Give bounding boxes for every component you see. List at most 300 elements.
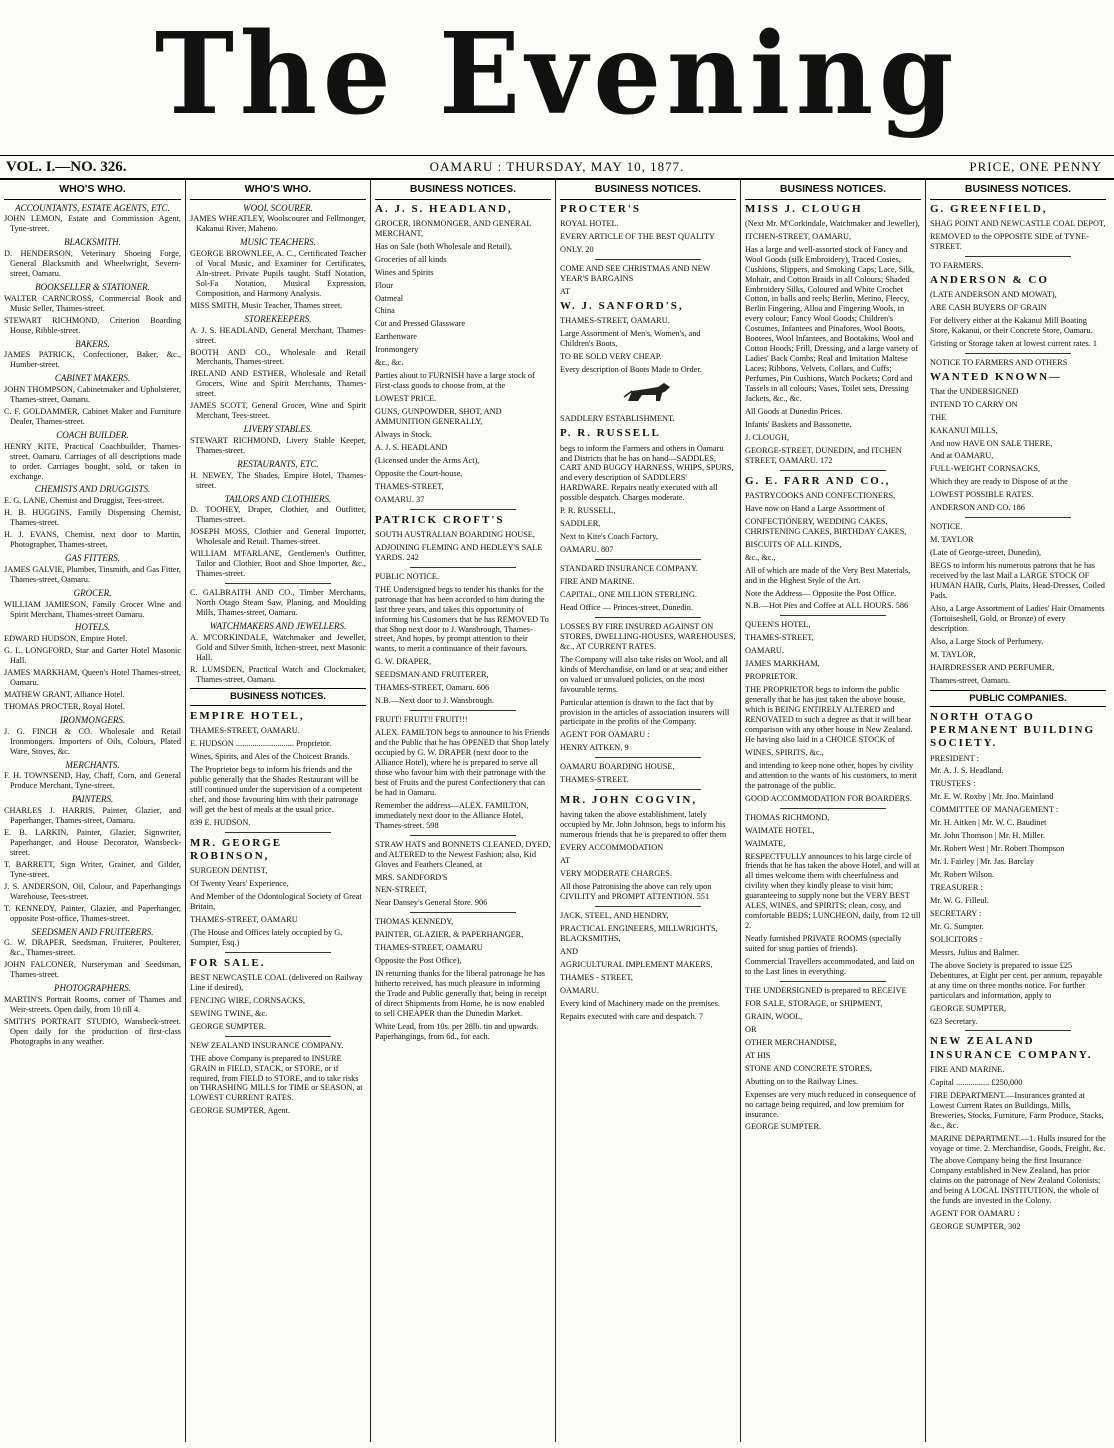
advert-text: Remember the address—ALEX. FAMILTON, immediately next door to the Alliance Hotel, Thames-street. 598 — [375, 800, 529, 830]
directory-entry: D. HENDERSON, Veterinary Shoeing Forge, General Blacksmith and Wheelwright, Severn-street, Oamaru. — [4, 249, 181, 278]
advert-line: SHAG POINT AND NEWCASTLE COAL DEPOT, — [930, 218, 1106, 228]
directory-category: GAS FITTERS. — [65, 553, 120, 564]
column-heading: BUSINESS NOTICES. — [745, 180, 921, 200]
advert-title: FOR SALE. — [190, 956, 266, 969]
column-heading: WHO'S WHO. — [4, 180, 181, 200]
advert-line: BISCUITS OF ALL KINDS, — [745, 539, 842, 549]
advert-title: MR. GEORGE ROBINSON, — [190, 836, 283, 862]
advert-line: THAMES-STREET, — [745, 633, 814, 643]
advert-title: W. J. SANFORD'S, — [560, 299, 684, 312]
advert-line: EVERY ARTICLE OF THE BEST QUALITY — [560, 231, 715, 241]
directory-category: CHEMISTS AND DRUGGISTS. — [34, 484, 151, 495]
advert-line: Next to Kite's Coach Factory, — [560, 532, 658, 542]
advert-text: 839 E. HUDSON. — [190, 817, 251, 827]
advert-line: GEORGE SUMPTER, — [930, 1003, 1007, 1013]
column-2 — [185, 180, 370, 1442]
advert-line: OAMARU. — [745, 646, 784, 656]
advert-title: WANTED KNOWN— — [930, 370, 1063, 383]
advert-line: M. TAYLOR — [930, 535, 974, 545]
advert-line: NOTICE. — [930, 522, 963, 532]
advert-line: Messrs. Julius and Balmer. — [930, 947, 1020, 957]
advert-line: That the UNDERSIGNED — [930, 386, 1019, 396]
advert-line: AT — [560, 286, 571, 296]
advert-line: Mr. H. Aitken | Mr. W. C. Baudinet — [930, 818, 1047, 828]
advert-title: NORTH OTAGO PERMANENT BUILDING SOCIETY. — [930, 710, 1096, 750]
advert-line: Mr. I. Fairley | Mr. Jas. Barclay — [930, 857, 1034, 867]
advert-line: Wines and Spirits — [375, 267, 434, 277]
advert-line: THAMES-STREET, OAMARU. — [560, 315, 670, 325]
advert-line: COME AND SEE CHRISTMAS AND NEW YEAR'S BARGAINS — [560, 263, 711, 283]
columns — [0, 180, 1114, 1442]
directory-entry: J. S. ANDERSON, Oil, Colour, and Paperhangings Warehouse, Tees-street. — [4, 881, 181, 901]
directory-entry: THOMAS PROCTER, Royal Hotel. — [4, 701, 126, 711]
column-heading: BUSINESS NOTICES. — [930, 180, 1106, 200]
advert-text: N.B.—Hot Pies and Coffee at ALL HOURS. 586 — [745, 601, 909, 611]
directory-category: TAILORS AND CLOTHIERS. — [224, 493, 332, 504]
directory-category: COACH BUILDER. — [56, 429, 129, 440]
advert-line: Large Assortment of Men's, Women's, and Children's Boots, — [560, 328, 701, 348]
advert-line: GUNS, GUNPOWDER, SHOT, AND AMMUNITION GENERALLY, — [375, 407, 502, 427]
advert-line: OAMARU. 807 — [560, 545, 614, 555]
advert-line: COMMITTEE OF MANAGEMENT : — [930, 805, 1059, 815]
advert-line: Ironmongery — [375, 345, 419, 355]
directory-entry: MATHEW GRANT, Alliance Hotel. — [4, 690, 125, 700]
advert-line: OTHER MERCHANDISE, — [745, 1037, 837, 1047]
advert-line: WAIMATE HOTEL, — [745, 825, 815, 835]
advert-line: Mr. E. W. Roxby | Mr. Jno. Mainland — [930, 792, 1054, 802]
divider — [595, 789, 701, 790]
directory-entry: G. W. DRAPER, Seedsman, Fruiterer, Poulterer, &c., Thames-street. — [4, 938, 181, 958]
advert-text: Commercial Travellers accommodated, and laid on to the Last lines in everything. — [745, 957, 915, 977]
advert-line: THOMAS KENNEDY, — [375, 917, 454, 927]
advert-line: J. CLOUGH, — [745, 432, 790, 442]
directory-entry: G. L. LONGFORD, Star and Garter Hotel Masonic Hall. — [4, 646, 181, 666]
advert-line: THE — [930, 412, 947, 422]
advert-line: WINES, SPIRITS, &c., — [745, 747, 824, 757]
advert-line: HENRY AITKEN, 9 — [560, 743, 629, 753]
directory-category: LIVERY STABLES. — [243, 424, 313, 435]
divider — [595, 259, 701, 260]
directory-category: MERCHANTS. — [65, 759, 120, 770]
advert-line: MRS. SANDFORD'S — [375, 872, 448, 882]
advert-text: ALEX. FAMILTON begs to announce to his Friends and the Public that he has OPENED that Shop lately occupied by G. W. DRAPER (next door to the Alliance Hotel), where he is prepared to serve all those who favour him with their patronage with the best of Fruits and the purest Confectionery that can be had in Oamaru. — [375, 728, 550, 797]
directory-entry: F. H. TOWNSEND, Hay, Chaff, Corn, and General Produce Merchant, Tyne-street. — [4, 771, 181, 791]
directory-category: RESTAURANTS, ETC. — [237, 458, 319, 469]
advert-line: GEORGE SUMPTER, 302 — [930, 1222, 1021, 1232]
horse-engraving-icon — [560, 379, 736, 409]
advert-line: CONFECTIONERY, WEDDING CAKES, CHRISTENING CAKES, BIRTHDAY CAKES, — [745, 516, 907, 536]
divider — [965, 517, 1071, 518]
advert-line: GEORGE SUMPTER. — [190, 1021, 267, 1031]
directory-entry: MARTIN'S Portrait Rooms, corner of Thames and Weir-streets. Open daily, from 10 till 4. — [4, 994, 181, 1014]
advert-line: Also, a Large Stock of Perfumery. — [930, 636, 1044, 646]
directory-entry: C. GALBRAITH AND CO., Timber Merchants, North Otago Steam Saw, Planing, and Moulding Mills, Thames-street, Oamaru. — [190, 588, 366, 617]
directory-entry: STEWART RICHMOND, Criterion Boarding House, Ribble-street. — [4, 315, 181, 335]
advert-title: PATRICK CROFT'S — [375, 513, 505, 526]
advert-line: Mr. Robert Wilson. — [930, 870, 995, 880]
directory-category: BLACKSMITH. — [64, 237, 121, 248]
advert-text: The Proprietor begs to inform his friends and the public generally that the Shades Restaurant will be still continued under the supervision of a competent chef, and those favouring him with their patronage will get the best of meals at the usual price. — [190, 764, 363, 814]
advert-line: Of Twenty Years' Experience, — [190, 878, 289, 888]
directory-entry: MISS SMITH, Music Teacher, Thames street. — [190, 300, 343, 310]
directory-entry: WILLIAM JAMIESON, Family Grocer Wine and Spirit Merchant, Thames-street Oamaru. — [4, 599, 181, 619]
directory-entry: R. LUMSDEN, Practical Watch and Clockmaker, Thames-street, Oamaru. — [190, 664, 366, 684]
advert-line: THAMES-STREET, — [375, 481, 444, 491]
advert-line: Mr. G. Sumpter. — [930, 921, 984, 931]
directory-entry: JOHN LEMON, Estate and Commission Agent, Tyne-street. — [4, 214, 181, 234]
advert-line: SEEDSMAN AND FRUITERER, — [375, 670, 489, 680]
advert-line: SURGEON DENTIST, — [190, 866, 268, 876]
divider — [965, 1030, 1071, 1031]
column-1 — [0, 180, 185, 1442]
advert-line: PROPRIETOR. — [745, 672, 798, 682]
advert-line: OAMARU. — [560, 985, 599, 995]
advert-line: SADDLER, — [560, 519, 601, 529]
advert-line: Mr. W. G. Filleul. — [930, 896, 989, 905]
advert-title: A. J. S. HEADLAND, — [375, 202, 513, 215]
advert-line: AGENT FOR OAMARU : — [560, 730, 650, 740]
directory-category: BOOKSELLER & STATIONER. — [35, 281, 150, 292]
directory-category: BAKERS. — [75, 338, 110, 349]
advert-text: THE PROPRIETOR begs to inform the public generally that he has just taken the above house, which is BEING ENTIRELY ALTERED and RENOVATED to such a degree as that it will bear comparison with any other house in New Zealand. He having also laid in a CHOICE STOCK of — [745, 685, 913, 744]
advert-line: HAIRDRESSER AND PERFUMER, — [930, 662, 1055, 672]
advert-title: G. E. FARR AND CO., — [745, 474, 891, 487]
advert-text: Expenses are very much reduced in consequence of no cartage being required, and low premium for insurance. — [745, 1089, 917, 1119]
column-heading: BUSINESS NOTICES. — [375, 180, 551, 200]
advert-line: GEORGE SUMPTER. — [745, 1122, 822, 1132]
advert-line: P. R. RUSSELL, — [560, 506, 616, 516]
advert-line: (The House and Offices lately occupied by G. Sumpter, Esq.) — [190, 927, 343, 947]
advert-text: THE Undersigned begs to tender his thanks for the patronage that has been accorded to him during the last three years, and takes this opportunity of informing his Customers that he has REMOVED To that Shop next door to J. Wansbrough, Thames-street, And hopes, by prompt attention to their wants, to merit a continuance of their favours. — [375, 584, 549, 654]
advert-line: FRUIT! FRUIT!! FRUIT!!! — [375, 715, 468, 725]
advert-line: (LATE ANDERSON AND MOWAT), — [930, 289, 1057, 299]
divider — [410, 509, 516, 510]
advert-line: ANDERSON AND CO. 186 — [930, 503, 1025, 513]
advert-line: Every description of Boots Made to Order. — [560, 364, 702, 374]
directory-category: HOTELS. — [74, 622, 111, 633]
advert-line: Wines, Spirits, and Ales of the Choicest Brands. — [190, 751, 350, 761]
advert-line: BEST NEWCASTLE COAL (delivered on Railway Line if desired), — [190, 972, 363, 992]
divider — [780, 470, 886, 471]
directory-category: STOREKEEPERS. — [244, 313, 312, 324]
advert-line: EVERY ACCOMMODATION — [560, 843, 664, 853]
advert-line: GROCER, IRONMONGER, AND GENERAL MERCHANT, — [375, 218, 532, 238]
advert-line: SECRETARY : — [930, 908, 982, 918]
advert-text: E. HUDSON ............................ Proprietor. — [190, 739, 332, 749]
advert-text: Note the Address— Opposite the Post Office. — [745, 588, 897, 598]
directory-category: GROCER. — [73, 587, 112, 598]
divider — [410, 710, 516, 711]
advert-line: (Next Mr. M'Corkindale, Watchmaker and Jeweller), — [745, 218, 920, 228]
advert-line: VERY MODERATE CHARGES. — [560, 869, 672, 879]
advert-line: THAMES-STREET, Oamaru. 606 — [375, 683, 490, 693]
advert-line: Head Office — Princes-street, Dunedin. — [560, 602, 694, 612]
directory-entry: JAMES PATRICK, Confectioner, Baker, &c., Humber-street. — [4, 350, 181, 370]
masthead-title: The Evening — [154, 9, 960, 140]
divider — [225, 583, 331, 584]
advert-text: FIRE DEPARTMENT.—Insurances granted at Lowest Current Rates on Buildings, Mills, Breweries, Stocks, Furniture, Farm Produce, Stacks, &c., &c. — [930, 1090, 1104, 1130]
advert-line: Flour — [375, 280, 393, 290]
column-3 — [370, 180, 555, 1442]
advert-line: (Late of George-street, Dunedin), — [930, 548, 1042, 558]
masthead — [0, 0, 1114, 155]
advert-line: And now HAVE ON SALE THERE, — [930, 438, 1053, 448]
advert-line: GEORGE SUMPTER, Agent. — [190, 1106, 291, 1116]
advert-title: MISS J. CLOUGH — [745, 202, 863, 215]
directory-entry: JOHN THOMPSON, Cabinetmaker and Upholsterer, Thames-street, Oamaru. — [4, 385, 181, 405]
advert-line: PUBLIC NOTICE. — [375, 571, 440, 581]
advert-line: (Licensed under the Arms Act), — [375, 455, 480, 465]
advert-text: Parties about to FURNISH have a large stock of First-class goods to choose from, at the — [375, 371, 535, 391]
advert-text: All those Patronising the above can rely upon CIVILITY and PROMPT ATTENTION. 551 — [560, 882, 712, 902]
advert-line: Mr. A. J. S. Headland. — [930, 766, 1004, 776]
divider — [965, 256, 1071, 257]
advert-line: Mr. John Thomson | Mr. H. Miller. — [930, 831, 1045, 841]
advert-line: &c., &c. — [375, 358, 404, 368]
advert-line: PRACTICAL ENGINEERS, MILLWRIGHTS, BLACKSMITHS, — [560, 924, 718, 943]
advert-text: 623 Secretary. — [930, 1016, 978, 1026]
divider — [780, 615, 886, 616]
advert-line: JAMES MARKHAM, — [745, 659, 820, 669]
divider — [225, 1036, 331, 1037]
advert-line: NEW ZEALAND INSURANCE COMPANY. — [190, 1040, 344, 1050]
advert-line: OAMARU BOARDING HOUSE, — [560, 762, 675, 772]
directory-category: CABINET MAKERS. — [54, 373, 131, 384]
advert-line: Infants' Baskets and Bassonette. — [745, 419, 852, 429]
advert-text: All of which are made of the Very Best Materials, and in the Highest Style of the Art. — [745, 565, 911, 585]
advert-line: AND — [560, 946, 578, 956]
advert-text: White Lead, from 10s. per 28lb. tin and upwards. Paperhangings, from 6d., for each. — [375, 1021, 539, 1041]
advert-line: LOWEST POSSIBLE RATES. — [930, 490, 1034, 500]
divider — [410, 835, 516, 836]
advert-line: Opposite the Court-house, — [375, 468, 463, 478]
advert-text: MARINE DEPARTMENT.—1. Hulls insured for the voyage or time. 2. Merchandise, Goods, Freight, &c. — [930, 1133, 1106, 1153]
advert-line: FIRE AND MARINE. — [930, 1064, 1005, 1074]
directory-entry: JOHN FALCONER, Nurseryman and Seedsman, Thames-street. — [4, 960, 181, 980]
directory-category: MUSIC TEACHERS. — [240, 237, 316, 248]
advert-line: REMOVED to the OPPOSITE SIDE of TYNE-STREET. — [930, 231, 1089, 251]
advert-text: N.B.—Next door to J. Wansbrough. — [375, 696, 495, 706]
advert-text: IN returning thanks for the liberal patronage he has hitherto received, has much pleasure in informing the Trade and Public generally that, being in receipt of direct Shipments from Home, he is now enabled to sell CHEAPER than the Dunedin Market. — [375, 969, 547, 1019]
issue-price: PRICE, ONE PENNY — [969, 159, 1102, 174]
advert-line: THAMES-STREET, OAMARU — [375, 943, 483, 953]
dateline — [0, 155, 1114, 180]
advert-line: Oatmeal — [375, 293, 404, 303]
advert-line: AGENT FOR OAMARU : — [930, 1209, 1020, 1219]
advert-text: and intending to keep none other, hopes by civility and attention to the wants of his customers, to merit the patronage of the public. — [745, 760, 917, 790]
advert-title: G. GREENFIELD, — [930, 202, 1048, 215]
advert-line: INTEND TO CARRY ON — [930, 399, 1018, 409]
section-heading: BUSINESS NOTICES. — [190, 688, 366, 705]
advert-title: NEW ZEALAND INSURANCE COMPANY. — [930, 1035, 1093, 1061]
issue-date: OAMARU : THURSDAY, MAY 10, 1877. — [429, 159, 685, 174]
advert-text: begs to inform the Farmers and others in Oamaru and Districts that he has on hand—SADDLES, CART AND BUGGY HARNESS, WHIPS, SPURS, and every description of SADDLERS' HARDWARE. Repairs neatly executed with all possible despatch. Charges moderate. — [560, 443, 734, 503]
advert-line: PAINTER, GLAZIER, & PAPERHANGER, — [375, 930, 524, 940]
advert-line: And Member of the Odontological Society of Great Britain, — [190, 891, 362, 911]
column-heading: BUSINESS NOTICES. — [560, 180, 736, 200]
advert-line: WAIMATE, — [745, 838, 786, 848]
advert-line: JACK, STEEL, AND HENDRY, — [560, 911, 669, 921]
advert-line: All Goods at Dunedin Prices. — [745, 406, 843, 416]
advert-line: NOTICE TO FARMERS AND OTHERS — [930, 357, 1068, 367]
directory-entry: JAMES WHEATLEY, Woolscourer and Fellmonger, Kakanui River, Maheno. — [190, 214, 366, 234]
advert-line: ONLY. 20 — [560, 244, 594, 254]
advert-line: PRESIDENT : — [930, 753, 979, 763]
advert-line: THAMES - STREET, — [560, 972, 633, 982]
divider — [965, 353, 1071, 354]
advert-line: AGRICULTURAL IMPLEMENT MAKERS, — [560, 959, 713, 969]
directory-entry: WALTER CARNCROSS, Commercial Book and Music Seller, Thames-street. — [4, 293, 181, 313]
column-heading: WHO'S WHO. — [190, 180, 366, 200]
advert-line: Capital ................ £250,000 — [930, 1077, 1023, 1087]
directory-entry: SMITH'S PORTRAIT STUDIO, Wansbeck-street. Open daily for the production of first-class Photographs in any weather. — [4, 1016, 181, 1046]
directory-entry: JOSEPH MOSS, Clothier and General Importer, Wholesale and Retail. Thames-street. — [190, 527, 366, 547]
advert-line: GEORGE-STREET, DUNEDIN, and ITCHEN STREET, OAMARU. 172 — [745, 445, 902, 465]
advert-text: Every kind of Machinery made on the premises. — [560, 998, 720, 1008]
volume-number: VOL. I.—NO. 326. — [6, 159, 127, 175]
section-heading: PUBLIC COMPANIES. — [930, 690, 1106, 707]
directory-entry: C. F. GOLDAMMER, Cabinet Maker and Furniture Dealer, Thames-street. — [4, 406, 181, 426]
advert-line: M. TAYLOR, — [930, 649, 976, 659]
advert-text: Repairs executed with care and despatch. 7 — [560, 1011, 704, 1021]
directory-category: SEEDSMEN AND FRUITERERS. — [31, 926, 154, 937]
advert-title: PROCTER'S — [560, 202, 641, 215]
advert-line: PASTRYCOOKS AND CONFECTIONERS, — [745, 490, 896, 500]
advert-line: TREASURER : — [930, 883, 983, 893]
directory-category: PHOTOGRAPHERS. — [53, 983, 132, 994]
divider — [780, 981, 886, 982]
advert-line: Always in Stock. — [375, 429, 432, 439]
advert-line: TRUSTEES : — [930, 779, 976, 789]
divider — [225, 832, 331, 833]
directory-entry: E. B. LARKIN, Painter, Glazier, Signwriter, Paperhanger, and House Decorator, Wansbeck-street. — [4, 827, 181, 857]
advert-line: CAPITAL, ONE MILLION STERLING. — [560, 589, 697, 599]
directory-entry: J. G. FINCH & CO. Wholesale and Retail Ironmongers. Importers of Oils, Colours, Plated Ware, Stoves, &c. — [4, 726, 181, 756]
directory-entry: JAMES SCOTT, General Grocer, Wine and Spirit Merchant, Tees-street. — [190, 401, 366, 421]
advert-line: GRAIN, WOOL, — [745, 1011, 803, 1021]
advert-text: Gristing or Storage taken at lowest current rates. 1 — [930, 338, 1098, 348]
divider — [595, 757, 701, 758]
advert-line: Groceries of all kinds — [375, 254, 447, 264]
advert-line: GOOD ACCOMMODATION FOR BOARDERS. — [745, 793, 912, 803]
advert-line: For delivery either at the Kakanui Mill Boating Store, Kakanui, or their Concrete Store, Oamaru. — [930, 315, 1093, 335]
advert-text: BEGS to inform his numerous patrons that he has received by the last Mail a LARGE STOCK OF HUMAN HAIR, Curls, Plaits, Head-Dresses, Coiled Pads. — [930, 561, 1105, 600]
directory-category: IRONMONGERS. — [59, 714, 126, 725]
advert-title: MR. JOHN COGVIN, — [560, 794, 698, 807]
directory-entry: JAMES MARKHAM, Queen's Hotel Thames-street, Oamaru. — [4, 668, 181, 688]
advert-line: ADJOINING FLEMING AND HEDLEY'S SALE YARDS. 242 — [375, 542, 543, 562]
advert-line: NEN-STREET, — [375, 885, 427, 895]
advert-line: FIRE AND MARINE. — [560, 577, 635, 587]
advert-text: The above Society is prepared to issue £25 Debentures, at Eight per cent. per annum, repayable at any time on three months notice. For further particulars and information, apply to — [930, 960, 1103, 1000]
directory-entry: CHARLES J. HARRIS, Painter, Glazier, and Paperhanger, Thames-street, Oamaru. — [4, 806, 181, 826]
directory-entry: IRELAND AND ESTHER, Wholesale and Retail Grocers, Wine and Spirit Merchants, Thames-street. — [190, 369, 366, 399]
advert-text: RESPECTFULLY announces to his large circle of friends that he has taken the above Hotel, and will at all times welcome them with cheerfulness and civility when they kindly please to visit him; guaranteeing to supply none but the VERY BEST ALES, WINES, and SPIRITS; clean, cosy, and comfortable BEDS; LUNCHEON, daily, from 12 till 2. — [745, 851, 921, 931]
advert-line: THAMES-STREET. — [560, 775, 629, 785]
directory-entry: BOOTH AND CO., Wholesale and Retail Merchants, Thames-street. — [190, 347, 366, 367]
advert-line: ROYAL HOTEL. — [560, 218, 619, 228]
column-4 — [555, 180, 740, 1442]
advert-line: Near Dansey's General Store. 906 — [375, 898, 488, 908]
advert-line: THAMES-STREET, OAMARU. — [190, 726, 300, 736]
directory-category: PAINTERS. — [71, 794, 114, 805]
advert-line: And at OAMARU, — [930, 451, 994, 461]
advert-line: FENCING WIRE, CORNSACKS, — [190, 995, 306, 1005]
advert-line: Have now on Hand a Large Assortment of — [745, 503, 886, 513]
advert-line: TO FARMERS. — [930, 260, 984, 270]
advert-line: China — [375, 306, 395, 316]
directory-entry: H. J. EVANS, Chemist, next door to Martin, Photographer, Thames-street. — [4, 530, 181, 550]
divider — [595, 617, 701, 618]
directory-category: ACCOUNTANTS, ESTATE AGENTS, ETC. — [15, 202, 170, 213]
advert-line: SOUTH AUSTRALIAN BOARDING HOUSE, — [375, 529, 535, 539]
advert-text: STRAW HATS and BONNETS CLEANED, DYED, and ALTERED to the Newest Fashion; also, Kid Gloves and Feathers Cleaned, at — [375, 839, 551, 869]
directory-entry: STEWART RICHMOND, Livery Stable Keeper, Thames-street. — [190, 435, 366, 455]
advert-line: OAMARU. 37 — [375, 494, 425, 504]
advert-line: ITCHEN-STREET, OAMARU, — [745, 231, 852, 241]
advert-line: FULL-WEIGHT CORNSACKS, — [930, 464, 1041, 474]
advert-line: Which they are ready to Dispose of at the — [930, 477, 1068, 487]
directory-entry: H. NEWEY, The Shades, Empire Hotel, Thames-street. — [190, 470, 366, 490]
advert-line: SEWING TWINE, &c. — [190, 1008, 268, 1018]
advert-line: SOLICITORS : — [930, 934, 983, 944]
directory-entry: JAMES GALVIE, Plumber, Tinsmith, and Gas Fitter, Thames-street, Oamaru. — [4, 564, 181, 584]
directory-entry: E. G. LANE, Chemist and Druggist, Tees-street. — [4, 496, 165, 506]
directory-entry: T. BARRETT, Sign Writer, Grainer, and Gilder, Tyne-street. — [4, 859, 181, 879]
advert-line: A. J. S. HEADLAND — [375, 442, 448, 452]
directory-entry: HENRY KITE, Practical Coachbuilder, Thames-street, Oamaru. Carriages of all descriptions made to order. Carriages bought, sold, or taken in exchange. — [4, 441, 181, 481]
advert-text: having taken the above establishment, lately occupied by Mr. John Johnson, begs to inform his numerous friends that he is prepared to offer them — [560, 810, 727, 840]
divider — [595, 906, 701, 907]
directory-entry: H. B. HUGGINS, Family Dispensing Chemist, Thames-street. — [4, 508, 181, 528]
advert-line: Mr. Robert West | Mr. Robert Thompson — [930, 844, 1065, 854]
column-5 — [740, 180, 925, 1442]
advert-line: Earthenware — [375, 332, 417, 342]
advert-line: STONE AND CONCRETE STORES, — [745, 1063, 872, 1073]
advert-line: KAKANUI MILLS, — [930, 425, 998, 435]
advert-line: AT HIS — [745, 1050, 771, 1060]
advert-line: AT — [560, 856, 571, 866]
column-6 — [925, 180, 1110, 1442]
advert-line: Cut and Pressed Glassware — [375, 319, 466, 329]
directory-entry: GEORGE BROWNLEE, A. C., Certificated Teacher of Vocal Music, and Examiner for Certificates, Aln-street. Private Pupils taught. Staff Notation, Sol-Fa Notation, Musical Expression, Composition, and Harmony Analysis. — [190, 249, 366, 298]
advert-line: SADDLERY ESTABLISHMENT. — [560, 414, 675, 424]
directory-category: WOOL SCOURER. — [243, 202, 313, 213]
advert-line: &c., &c., — [745, 552, 776, 562]
directory-entry: WILLIAM M'FARLANE, Gentlemen's Outfitter, Tailor and Clothier, Boot and Shoe Importer, &c., Thames-street. — [190, 549, 366, 579]
advert-text: Has a large and well-assorted stock of Fancy and Wool Goods (silk Embroidery), Traced Cosies, Cushions, Slippers, and Smoking Caps; Lace, Silk, Mohair, and Cotton Braids in all Colours; Shaded Embroidery Silks, Coloured and White Crochet Cotton, in balls and reels; Berlin, Merino, Fleecy, Berlin Fingering, Alloa and Fingering Wools, in every colour; Fancy Wool Goods; Children's Costumes, Infantees and Pinafores, Wool Boots, Bootees, Wool Infantees, and Bootakins, Wool and Cotton Hoods; Frill, Dressing, and a large variety of Ladies' Back Combs; Real and Imitation Maltese Laces; Ribbons, Velvets, Collars, and Cuffs; Perfumes, Pin Cushions, Watch Pockets; Cord and Tassels in all colours; Vases, Toilet sets, Dressing Jackets, &c., &c. — [745, 244, 919, 403]
advert-line: FOR SALE, STORAGE, or SHIPMENT, — [745, 998, 883, 1008]
directory-entry: T. KENNEDY, Painter, Glazier, and Paperhanger, opposite Post-office, Thames-street. — [4, 903, 181, 923]
advert-line: LOWEST PRICE. — [375, 394, 437, 404]
advert-line: Has on Sale (both Wholesale and Retail), — [375, 241, 512, 251]
advert-title: P. R. RUSSELL — [560, 427, 661, 440]
advert-line: Opposite the Post Office), — [375, 956, 462, 966]
advert-line: ARE CASH BUYERS OF GRAIN — [930, 302, 1047, 312]
advert-line: G. W. DRAPER, — [375, 657, 432, 667]
advert-title: EMPIRE HOTEL, — [190, 709, 305, 722]
advert-line: THAMES-STREET, OAMARU — [190, 914, 298, 924]
advert-text: The above Company being the first Insurance Company established in New Zealand, has prior claims on the patronage of New Zealand Colonists; and being A LOCAL INSTITUTION, the whole of the funds are invested in the Colony. — [930, 1156, 1101, 1206]
advert-line: TO BE SOLD VERY CHEAP. — [560, 351, 662, 361]
divider — [780, 808, 886, 809]
divider — [410, 912, 516, 913]
advert-line: LOSSES BY FIRE INSURED AGAINST ON STORES, DWELLING-HOUSES, WAREHOUSES, &c., AT CURRENT RATES. — [560, 621, 736, 651]
advert-line: OR — [745, 1024, 757, 1034]
directory-entry: A. M'CORKINDALE, Watchmaker and Jeweller, Gold and Silver Smith, Itchen-street, next Masonic Hall. — [190, 632, 366, 662]
directory-entry: D. TOOHEY, Draper, Clothier, and Outfitter, Thames-street. — [190, 505, 366, 525]
divider — [410, 567, 516, 568]
